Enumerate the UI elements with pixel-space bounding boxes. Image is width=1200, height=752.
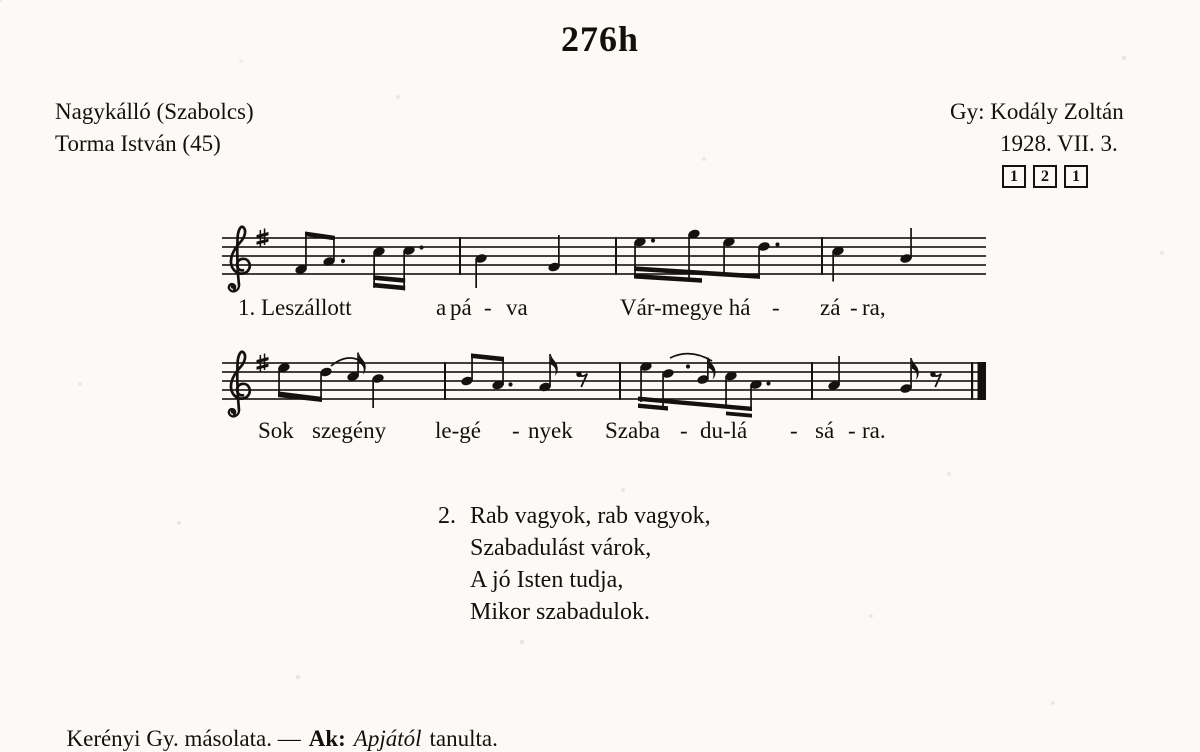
lyric-syllable: Sok	[258, 418, 294, 443]
final-barline-thin	[971, 362, 973, 400]
form-box: 1	[1002, 165, 1026, 188]
lyric-syllable: Vár-megye há	[620, 295, 751, 320]
lyric-syllable: Szaba	[605, 418, 660, 443]
location-label: Nagykálló (Szabolcs)	[55, 99, 254, 124]
tune-number: 276h	[560, 19, 640, 59]
measure-8-notes	[827, 356, 941, 394]
source-note	[55, 700, 498, 752]
staff-system-2	[222, 352, 986, 418]
eighth-rest	[576, 372, 587, 387]
measure-2-notes	[474, 235, 561, 288]
lyric-syllable: ra.	[862, 418, 886, 443]
treble-clef	[229, 352, 250, 417]
lyric-syllable: -	[484, 295, 492, 320]
barline	[615, 237, 617, 275]
staff-system-1	[222, 227, 986, 292]
lyric-syllable: 1. Leszállott	[238, 295, 352, 320]
eighth-rest	[930, 372, 941, 387]
treble-clef	[229, 227, 250, 292]
lyric-syllable: -	[772, 295, 780, 320]
form-box: 2	[1033, 165, 1057, 188]
ak-source: Apjától	[353, 726, 422, 751]
lyric-syllable: du-lá	[700, 418, 748, 443]
informant-label: Torma István (45)	[55, 131, 221, 156]
verse-line: Rab vagyok, rab vagyok,	[470, 503, 711, 529]
collection-date: 1928. VII. 3.	[1000, 131, 1118, 156]
lyric-syllable: sá	[815, 418, 835, 443]
collector-label: Gy: Kodály Zoltán	[950, 99, 1124, 124]
form-structure	[1002, 165, 1088, 188]
form-box: 1	[1064, 165, 1088, 188]
lyric-syllable: ra,	[862, 295, 886, 320]
lyric-syllable: -	[790, 418, 798, 443]
barline	[459, 237, 461, 275]
lyric-syllable: -	[680, 418, 688, 443]
lyric-syllable: pá	[450, 295, 472, 320]
staff-lines	[222, 362, 986, 400]
lyric-syllable: va	[506, 295, 528, 320]
final-barline-thick	[978, 362, 987, 400]
verse-line: A jó Isten tudja,	[470, 567, 624, 593]
barline	[444, 362, 446, 400]
lyric-syllable: nyek	[528, 418, 573, 443]
lyric-syllable: zá	[820, 295, 841, 320]
lyric-syllable: a	[436, 295, 447, 320]
lyric-syllable: -	[850, 295, 858, 320]
lyric-syllable: le-gé	[435, 418, 481, 443]
ak-rest: tanulta.	[429, 726, 498, 751]
copyist-note: Kerényi Gy. másolata. —	[66, 726, 301, 751]
measure-1-notes	[294, 232, 423, 291]
slur	[331, 358, 360, 366]
verse-number: 2.	[438, 503, 456, 529]
measure-6-notes	[460, 353, 587, 392]
lyric-syllable: szegény	[312, 418, 387, 443]
barline	[821, 237, 823, 275]
barline	[619, 362, 621, 400]
ak-label: Ak:	[308, 726, 346, 751]
barline	[811, 362, 813, 400]
verse-line: Szabadulást várok,	[470, 535, 652, 561]
lyric-syllable: -	[848, 418, 856, 443]
verse-line: Mikor szabadulok.	[470, 599, 650, 625]
eighth-flag	[912, 358, 919, 380]
staff-lines	[222, 237, 986, 275]
slur	[670, 354, 712, 361]
lyric-syllable: -	[512, 418, 520, 443]
